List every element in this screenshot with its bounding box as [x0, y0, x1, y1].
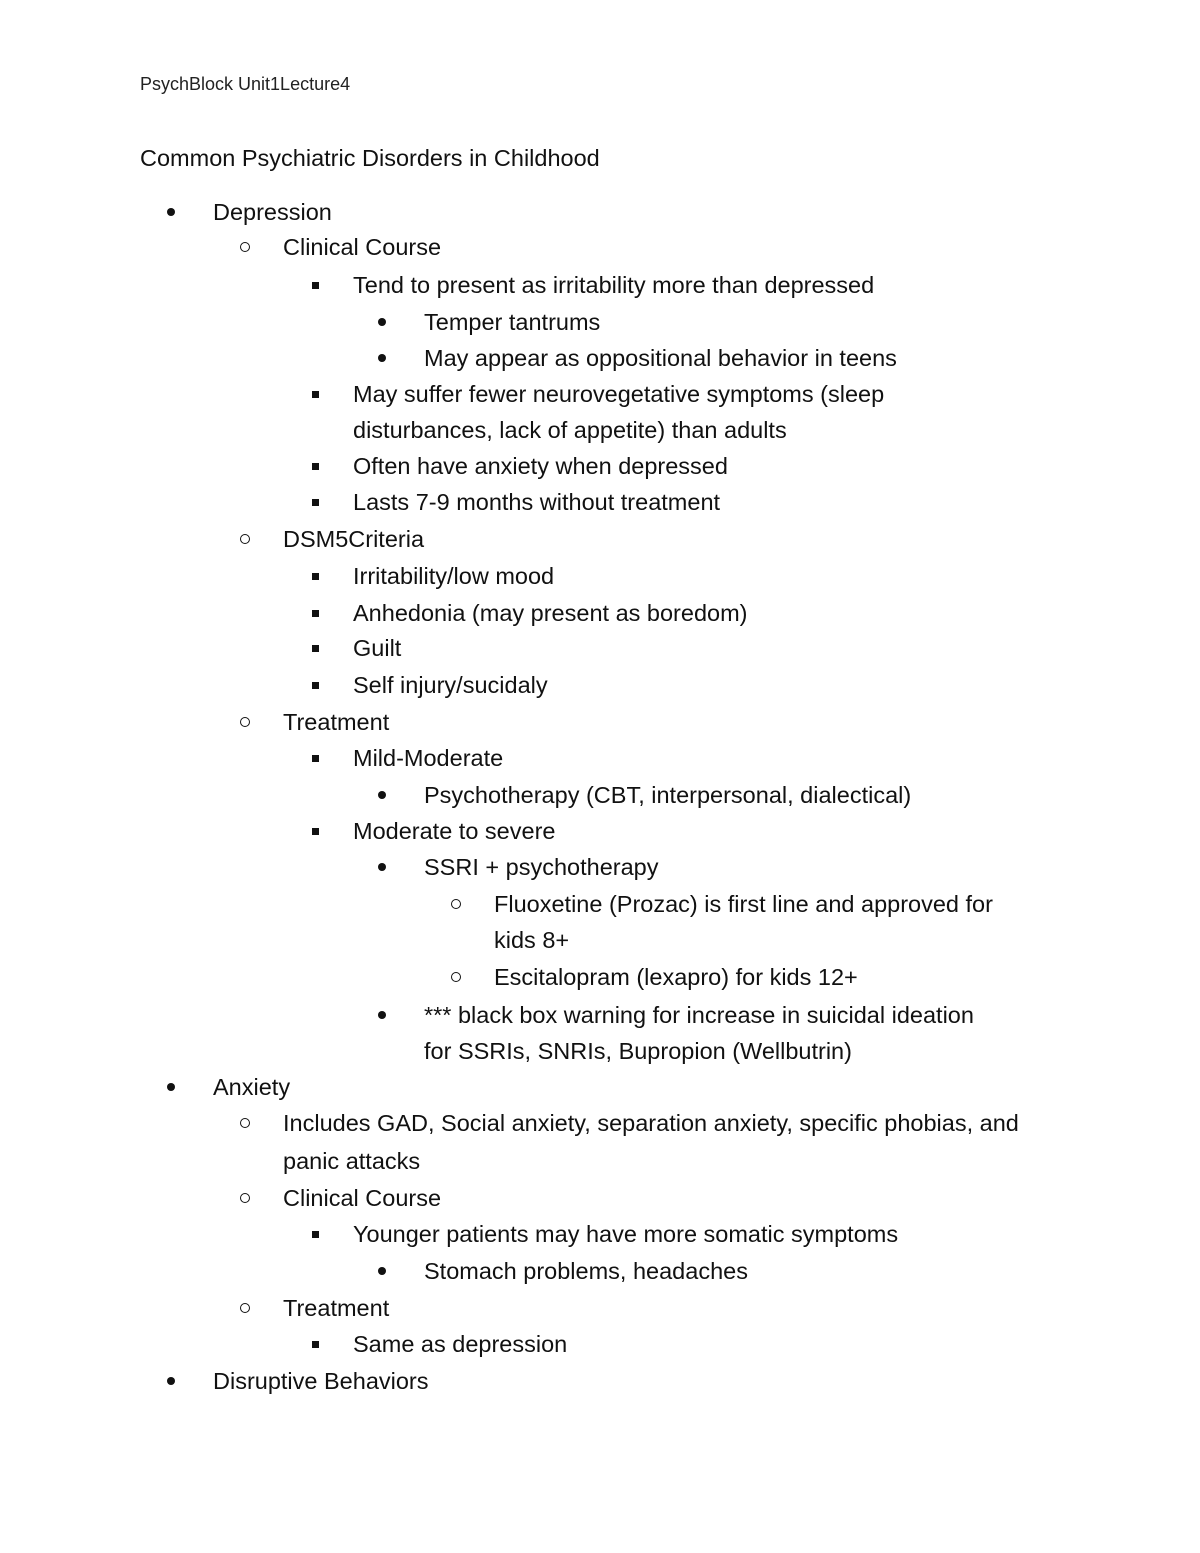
outline-item-text: Clinical Course	[283, 1185, 442, 1211]
outline-item-text: *** black box warning for increase in suicidal ideation	[424, 1002, 974, 1028]
bullet-square-icon	[305, 1329, 325, 1359]
bullet-circle-icon	[235, 1293, 255, 1323]
bullet-dot-icon	[372, 307, 392, 337]
bullet-square-icon	[305, 487, 325, 517]
bullet-dot-icon	[372, 852, 392, 882]
outline-item-text: Escitalopram (lexapro) for kids 12+	[494, 964, 858, 990]
bullet-square-icon	[305, 379, 325, 409]
bullet-circle-icon	[235, 1183, 255, 1213]
bullet-square-icon	[305, 743, 325, 773]
outline-item-text: May suffer fewer neurovegetative symptoms (sleep	[353, 381, 885, 407]
bullet-square-icon	[305, 670, 325, 700]
outline-item-text: Guilt	[353, 635, 402, 661]
bullet-dot-icon	[372, 343, 392, 373]
bullet-dot-icon	[372, 780, 392, 810]
outline-item-text: Younger patients may have more somatic symptoms	[353, 1221, 899, 1247]
bullet-circle-icon	[235, 1108, 255, 1138]
outline-item-text: Depression	[213, 199, 332, 225]
outline-item-text: Stomach problems, headaches	[424, 1258, 748, 1284]
outline-item-text: kids 8+	[494, 927, 570, 953]
outline-item-text: Anhedonia (may present as boredom)	[353, 600, 748, 626]
page-title: Common Psychiatric Disorders in Childhood	[140, 145, 600, 171]
outline-item-text: Clinical Course	[283, 234, 442, 260]
bullet-dot-icon	[161, 197, 181, 227]
bullet-square-icon	[305, 816, 325, 846]
outline-item-text: Lasts 7-9 months without treatment	[353, 489, 721, 515]
bullet-square-icon	[305, 561, 325, 591]
outline-item-text: DSM5Criteria	[283, 526, 425, 552]
bullet-circle-icon	[446, 889, 466, 919]
bullet-square-icon	[305, 270, 325, 300]
outline-item-text: Moderate to severe	[353, 818, 556, 844]
bullet-square-icon	[305, 633, 325, 663]
outline-item-text: Includes GAD, Social anxiety, separation anxiety, specific phobias, and	[283, 1110, 1019, 1136]
outline-item-text: Tend to present as irritability more than depressed	[353, 272, 875, 298]
bullet-dot-icon	[161, 1072, 181, 1102]
outline-item-text: Treatment	[283, 1295, 390, 1321]
outline-item-text: Irritability/low mood	[353, 563, 555, 589]
outline-item-text: disturbances, lack of appetite) than adults	[353, 417, 787, 443]
page-header: PsychBlock Unit1Lecture4	[140, 74, 351, 94]
bullet-square-icon	[305, 598, 325, 628]
outline-item-text: Temper tantrums	[424, 309, 601, 335]
bullet-dot-icon	[161, 1366, 181, 1396]
bullet-circle-icon	[235, 707, 255, 737]
outline-item-text: Mild-Moderate	[353, 745, 504, 771]
outline-item-text: panic attacks	[283, 1148, 421, 1174]
outline-item-text: Often have anxiety when depressed	[353, 453, 728, 479]
outline-item-text: Psychotherapy (CBT, interpersonal, dialectical)	[424, 782, 912, 808]
bullet-dot-icon	[372, 1000, 392, 1030]
outline-item-text: Disruptive Behaviors	[213, 1368, 429, 1394]
bullet-circle-icon	[235, 232, 255, 262]
bullet-dot-icon	[372, 1256, 392, 1286]
outline-item-text: Same as depression	[353, 1331, 568, 1357]
bullet-square-icon	[305, 451, 325, 481]
bullet-circle-icon	[446, 962, 466, 992]
bullet-square-icon	[305, 1219, 325, 1249]
outline-item-text: SSRI + psychotherapy	[424, 854, 659, 880]
outline-item-text: Anxiety	[213, 1074, 291, 1100]
bullet-circle-icon	[235, 524, 255, 554]
outline-item-text: Treatment	[283, 709, 390, 735]
outline-item-text: Self injury/sucidaly	[353, 672, 548, 698]
outline-item-text: Fluoxetine (Prozac) is first line and approved for	[494, 891, 993, 917]
outline-item-text: May appear as oppositional behavior in teens	[424, 345, 897, 371]
outline-item-text: for SSRIs, SNRIs, Bupropion (Wellbutrin)	[424, 1038, 852, 1064]
